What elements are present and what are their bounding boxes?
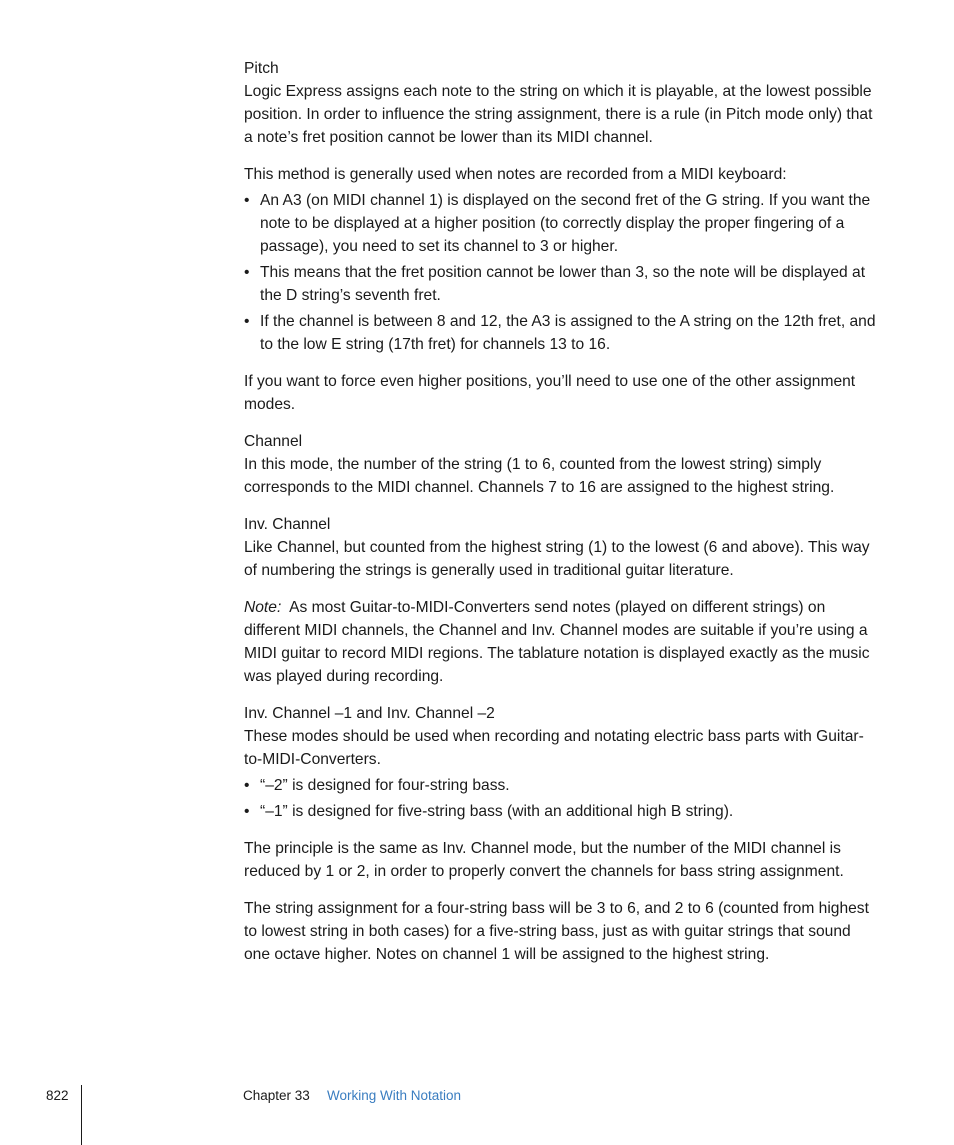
assignment-paragraph: The string assignment for a four-string bass will be 3 to 6, and 2 to 6 (counted from highest to lowest string in both cases) for a five-string bass, just as with guitar strings that sound one octave higher. Notes on channel 1 will be assigned to the highest string. bbox=[244, 900, 869, 963]
inv-channel-minus-intro: These modes should be used when recording and notating electric bass parts with Guitar-to-MIDI-Converters. bbox=[244, 728, 864, 768]
list-item: • This means that the fret position cannot be lower than 3, so the note will be displayed at the D string’s seventh fret. bbox=[244, 261, 876, 307]
list-item: • “–2” is designed for four-string bass. bbox=[244, 774, 876, 797]
pitch-outro: If you want to force even higher positions, you’ll need to use one of the other assignment modes. bbox=[244, 373, 856, 413]
pitch-heading: Pitch bbox=[244, 60, 279, 77]
bullet-icon: • bbox=[244, 313, 250, 330]
note-paragraph bbox=[244, 596, 876, 688]
chapter-title-link[interactable]: Working With Notation bbox=[327, 1088, 462, 1103]
inv-channel-minus-heading: Inv. Channel –1 and Inv. Channel –2 bbox=[244, 705, 495, 722]
list-item: • “–1” is designed for five-string bass (with an additional high B string). bbox=[244, 800, 876, 823]
bass-bullet-list bbox=[244, 774, 876, 823]
chapter-label: Chapter 33 bbox=[243, 1088, 310, 1103]
note-label: Note: bbox=[244, 599, 282, 616]
pitch-intro: Logic Express assigns each note to the string on which it is playable, at the lowest possible position. In order to influence the string assignment, there is a rule (in Pitch mode only) that a note’s fret position cannot be lower than its MIDI channel. bbox=[244, 83, 873, 146]
bullet-icon: • bbox=[244, 777, 250, 794]
bullet-icon: • bbox=[244, 192, 250, 209]
inv-channel-body: Like Channel, but counted from the highest string (1) to the lowest (6 and above). This way of numbering the strings is generally used in traditional guitar literature. bbox=[244, 539, 870, 579]
page-footer bbox=[0, 1085, 954, 1145]
pitch-bullet-list bbox=[244, 189, 876, 356]
bullet-icon: • bbox=[244, 803, 250, 820]
list-item: • An A3 (on MIDI channel 1) is displayed on the second fret of the G string. If you want the note to be displayed at a higher position (to correctly display the proper fingering of a passage), you need to set its channel to 3 or higher. bbox=[244, 189, 876, 258]
footer-divider bbox=[81, 1085, 82, 1145]
note-body: As most Guitar-to-MIDI-Converters send notes (played on different strings) on different MIDI channels, the Channel and Inv. Channel modes are suitable if you’re using a MIDI guitar to record MIDI regions. The tablature notation is displayed exactly as the music was played during recording. bbox=[244, 599, 870, 685]
channel-body: In this mode, the number of the string (1 to 6, counted from the lowest string) simply corresponds to the MIDI channel. Channels 7 to 16 are assigned to the highest string. bbox=[244, 456, 835, 496]
principle-paragraph: The principle is the same as Inv. Channel mode, but the number of the MIDI channel is reduced by 1 or 2, in order to properly convert the channels for bass string assignment. bbox=[244, 840, 844, 880]
page-number: 822 bbox=[46, 1088, 69, 1103]
inv-channel-heading: Inv. Channel bbox=[244, 516, 331, 533]
pitch-method: This method is generally used when notes are recorded from a MIDI keyboard: bbox=[244, 166, 787, 183]
page-content bbox=[244, 57, 876, 966]
channel-heading: Channel bbox=[244, 433, 303, 450]
list-item: • If the channel is between 8 and 12, the A3 is assigned to the A string on the 12th fret, and to the low E string (17th fret) for channels 13 to 16. bbox=[244, 310, 876, 356]
bullet-icon: • bbox=[244, 264, 250, 281]
